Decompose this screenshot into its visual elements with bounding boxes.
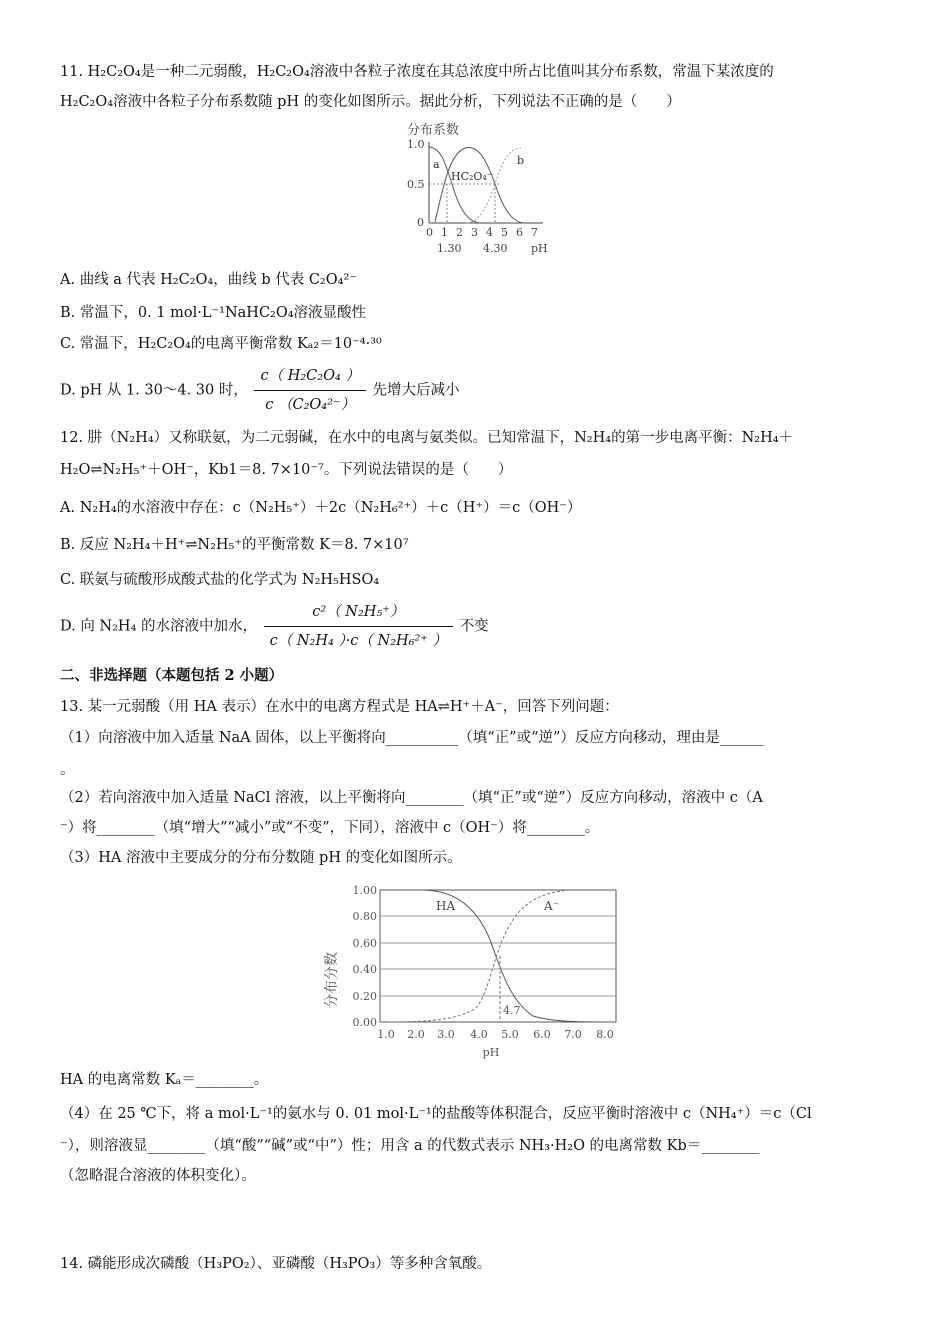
chart2-label-a-minus: A⁻: [544, 899, 559, 913]
chart1-xtick-1: 1: [441, 226, 448, 239]
chart2-ylabel: 分布分数: [324, 952, 340, 1008]
q12-option-d-fraction: [264, 600, 453, 653]
chart1-ytick-05: 0.5: [407, 178, 425, 191]
chart1-xtick-4: 4: [486, 226, 493, 239]
q12-stem-line2: H₂O⇌N₂H₅⁺＋OH⁻，Kb1＝8. 7×10⁻⁷。下列说法错误的是（ ）: [60, 462, 513, 478]
chart2-xtick-3: 3.0: [437, 1028, 455, 1041]
chart1-xlabel: pH: [531, 242, 548, 255]
q13-part2-line1: （2）若向溶液中加入适量 NaCl 溶液，以上平衡将向________（填“正”或“逆”）反应方向移动，溶液中 c（A: [60, 790, 763, 806]
chart1-ytick-1: 1.0: [407, 138, 425, 151]
chart2-xtick-8: 8.0: [596, 1028, 614, 1041]
chart2-ytick-100: 1.00: [352, 884, 377, 897]
q11-option-d-denominator: c （C₂O₄²⁻）: [265, 397, 356, 413]
chart2-curve-a-minus: [388, 890, 570, 1022]
chart2-xtick-4: 4.0: [470, 1028, 488, 1041]
chart2-mark-47: 4.7: [503, 1004, 521, 1017]
q11-option-c: C. 常温下，H₂C₂O₄的电离平衡常数 Kₐ₂＝10⁻⁴·³⁰: [60, 336, 382, 352]
chart2-ytick-020: 0.20: [352, 990, 377, 1003]
chart2-plot-frame: [380, 890, 616, 1022]
chart2-xtick-5: 5.0: [501, 1028, 519, 1041]
chart1-xtick-7: 7: [531, 226, 538, 239]
q12-option-d-numerator: c²（ N₂H₅⁺）: [264, 600, 453, 627]
q11-option-d-numerator: c（ H₂C₂O₄ ）: [254, 364, 365, 391]
chart2-ytick-000: 0.00: [352, 1016, 377, 1029]
q13-part3: （3）HA 溶液中主要成分的分布分数随 pH 的变化如图所示。: [60, 850, 462, 866]
q11-stem-line1: 11. H₂C₂O₄是一种二元弱酸，H₂C₂O₄溶液中各粒子浓度在其总浓度中所占比值叫其分布系数，常温下某浓度的: [60, 64, 774, 80]
chart2-xtick-7: 7.0: [564, 1028, 582, 1041]
chart2-xtick-1: 1.0: [377, 1028, 395, 1041]
section-2-heading: 二、非选择题（本题包括 2 小题）: [60, 667, 284, 684]
q11-stem-line2: H₂C₂O₄溶液中各粒子分布系数随 pH 的变化如图所示。据此分析，下列说法不正确的是（ ）: [60, 94, 681, 110]
chart2-xtick-2: 2.0: [407, 1028, 425, 1041]
q14-stem: 14. 磷能形成次磷酸（H₃PO₂）、亚磷酸（H₃PO₃）等多种含氧酸。: [60, 1256, 492, 1272]
chart1-label-b: b: [517, 154, 525, 167]
q12-option-d: [60, 600, 895, 653]
q13-part3-answer: HA 的电离常数 Kₐ＝________。: [60, 1072, 269, 1088]
q13-part4-line3: （忽略混合溶液的体积变化）。: [60, 1168, 256, 1184]
q12-option-b: B. 反应 N₂H₄＋H⁺⇌N₂H₅⁺的平衡常数 K＝8. 7×10⁷: [60, 537, 409, 553]
chart2-label-ha: HA: [436, 899, 456, 913]
q12-option-d-suffix: 不变: [459, 618, 489, 635]
chart2-xtick-6: 6.0: [533, 1028, 551, 1041]
q13-stem: 13. 某一元弱酸（用 HA 表示）在水中的电离方程式是 HA⇌H⁺＋A⁻，回答下列问题：: [60, 699, 619, 715]
q12-option-d-denominator: c（ N₂H₄ ）·c（ N₂H₆²⁺ ）: [269, 633, 448, 649]
q12-stem-line1: 12. 肼（N₂H₄）又称联氨，为二元弱碱，在水中的电离与氨类似。已知常温下，N₂H₄的第一步电离平衡：N₂H₄＋: [60, 430, 794, 446]
q11-option-d: [60, 364, 895, 417]
q11-option-d-fraction: [254, 364, 365, 417]
chart1-mark-130: 1.30: [437, 242, 462, 255]
chart1-xtick-6: 6: [516, 226, 523, 239]
q13-part1-line1: （1）向溶液中加入适量 NaA 固体，以上平衡将向__________（填“正”或“逆”）反应方向移动，理由是______: [60, 730, 764, 746]
chart2-ytick-080: 0.80: [352, 910, 377, 923]
chart1-ytick-0: 0: [417, 216, 424, 229]
chart1-xtick-2: 2: [456, 226, 463, 239]
chart2-ytick-040: 0.40: [352, 963, 377, 976]
chart1-xtick-0: 0: [426, 226, 433, 239]
chart1-label-a: a: [433, 158, 440, 171]
chart1-xtick-5: 5: [501, 226, 508, 239]
chart-distribution-h2c2o4: [395, 118, 555, 258]
q13-part2-line2: ⁻）将________（填“增大”“减小”或“不变”，下同），溶液中 c（OH⁻）将________。: [60, 820, 600, 836]
chart1-label-hc2o4: HC₂O₄⁻: [451, 170, 493, 183]
q11-option-a: A. 曲线 a 代表 H₂C₂O₄，曲线 b 代表 C₂O₄²⁻: [60, 272, 357, 288]
chart1-xtick-3: 3: [471, 226, 478, 239]
chart1-mark-430: 4.30: [483, 242, 508, 255]
q13-part4-line2: ⁻），则溶液显________（填“酸”“碱”或“中”）性；用含 a 的代数式表示 NH₃·H₂O 的电离常数 Kb＝________: [60, 1138, 760, 1154]
q12-option-a: A. N₂H₄的水溶液中存在：c（N₂H₅⁺）＋2c（N₂H₆²⁺）＋c（H⁺）＝c（OH⁻）: [60, 500, 582, 516]
q12-option-d-prefix: D. 向 N₂H₄ 的水溶液中加水，: [60, 618, 258, 635]
q13-part1-line2: 。: [60, 762, 75, 778]
q11-option-d-prefix: D. pH 从 1. 30～4. 30 时，: [60, 382, 248, 399]
chart2-xlabel: pH: [482, 1046, 500, 1059]
q11-option-d-suffix: 先增大后减小: [372, 382, 460, 399]
q11-option-b: B. 常温下，0. 1 mol·L⁻¹NaHC₂O₄溶液显酸性: [60, 305, 367, 321]
chart1-title: 分布系数: [407, 123, 460, 138]
q12-option-c: C. 联氨与硫酸形成酸式盐的化学式为 N₂H₅HSO₄: [60, 572, 380, 588]
chart1-curve-hc2o4: [435, 147, 523, 223]
chart2-ytick-060: 0.60: [352, 937, 377, 950]
q13-part4-line1: （4）在 25 ℃下，将 a mol·L⁻¹的氨水与 0. 01 mol·L⁻¹的盐酸等体积混合，反应平衡时溶液中 c（NH₄⁺）＝c（Cl: [60, 1106, 812, 1122]
chart1-curve-b: [467, 148, 521, 223]
chart-distribution-ha: [318, 880, 623, 1060]
